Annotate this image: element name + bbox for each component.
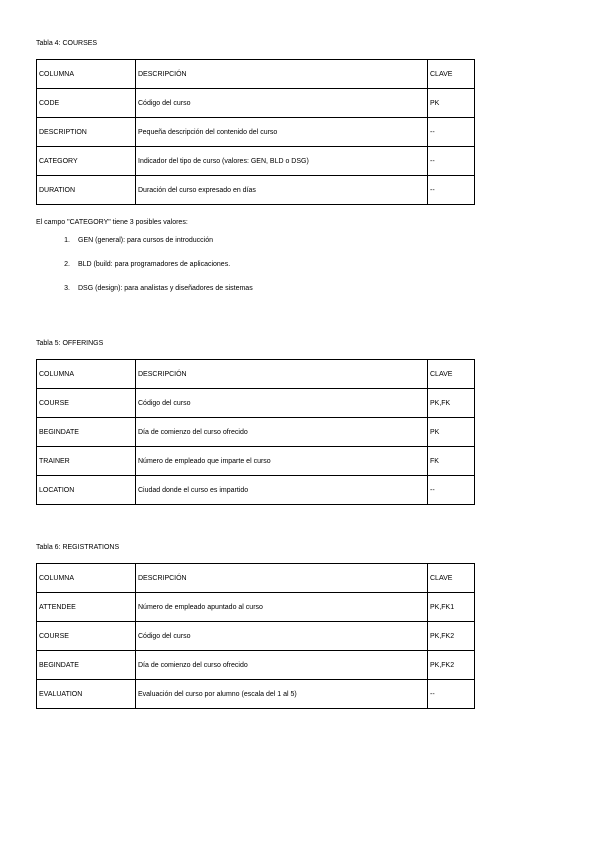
cell-columna: TRAINER — [37, 447, 136, 476]
header-cell-columna: COLUMNA — [37, 360, 136, 389]
cell-columna: LOCATION — [37, 476, 136, 505]
registrations-table — [36, 563, 475, 709]
cell-clave: PK,FK — [428, 389, 475, 418]
table-header-row — [37, 360, 475, 389]
cell-columna: COURSE — [37, 389, 136, 418]
table-header-row — [37, 564, 475, 593]
table-row — [37, 89, 475, 118]
table-row — [37, 176, 475, 205]
table-row — [37, 447, 475, 476]
header-cell-columna: COLUMNA — [37, 564, 136, 593]
cell-descripcion: Duración del curso expresado en días — [136, 176, 428, 205]
offerings-table — [36, 359, 475, 505]
header-cell-clave: CLAVE — [428, 564, 475, 593]
list-item-number: 3. — [64, 285, 70, 292]
courses-table — [36, 59, 475, 205]
list-item — [36, 260, 253, 284]
category-values-list — [36, 236, 253, 308]
cell-descripcion: Código del curso — [136, 89, 428, 118]
cell-columna: DESCRIPTION — [37, 118, 136, 147]
cell-descripcion: Pequeña descripción del contenido del curso — [136, 118, 428, 147]
cell-clave: -- — [428, 680, 475, 709]
cell-columna: COURSE — [37, 622, 136, 651]
table-header-row — [37, 60, 475, 89]
cell-clave: PK,FK2 — [428, 651, 475, 680]
table-row — [37, 147, 475, 176]
cell-columna: CODE — [37, 89, 136, 118]
table-row — [37, 680, 475, 709]
list-item-text: DSG (design): para analistas y diseñadores de sistemas — [78, 285, 253, 292]
cell-descripcion: Número de empleado apuntado al curso — [136, 593, 428, 622]
cell-descripcion: Día de comienzo del curso ofrecido — [136, 418, 428, 447]
cell-descripcion: Ciudad donde el curso es impartido — [136, 476, 428, 505]
cell-columna: BEGINDATE — [37, 418, 136, 447]
cell-columna: ATTENDEE — [37, 593, 136, 622]
header-cell-columna: COLUMNA — [37, 60, 136, 89]
cell-clave: -- — [428, 476, 475, 505]
table-row — [37, 418, 475, 447]
cell-columna: BEGINDATE — [37, 651, 136, 680]
cell-clave: -- — [428, 147, 475, 176]
cell-clave: FK — [428, 447, 475, 476]
table-row — [37, 476, 475, 505]
table-row — [37, 118, 475, 147]
list-item-text: GEN (general): para cursos de introducción — [78, 237, 214, 244]
header-cell-clave: CLAVE — [428, 60, 475, 89]
list-item — [36, 236, 253, 260]
cell-clave: PK — [428, 89, 475, 118]
cell-descripcion: Código del curso — [136, 389, 428, 418]
cell-columna: EVALUATION — [37, 680, 136, 709]
table-row — [37, 651, 475, 680]
list-item-number: 2. — [64, 261, 70, 268]
cell-clave: PK,FK2 — [428, 622, 475, 651]
table-row — [37, 622, 475, 651]
header-cell-clave: CLAVE — [428, 360, 475, 389]
list-item-number: 1. — [64, 237, 70, 244]
offerings-caption: Tabla 5: OFFERINGS — [36, 340, 104, 347]
cell-descripcion: Indicador del tipo de curso (valores: GEN, BLD o DSG) — [136, 147, 428, 176]
cell-columna: CATEGORY — [37, 147, 136, 176]
cell-descripcion: Evaluación del curso por alumno (escala del 1 al 5) — [136, 680, 428, 709]
cell-descripcion: Día de comienzo del curso ofrecido — [136, 651, 428, 680]
cell-descripcion: Código del curso — [136, 622, 428, 651]
category-note: El campo "CATEGORY" tiene 3 posibles valores: — [36, 219, 188, 226]
cell-clave: PK — [428, 418, 475, 447]
header-cell-descripcion: DESCRIPCIÓN — [136, 564, 428, 593]
cell-columna: DURATION — [37, 176, 136, 205]
table-row — [37, 389, 475, 418]
registrations-caption: Tabla 6: REGISTRATIONS — [36, 544, 120, 551]
cell-clave: -- — [428, 118, 475, 147]
courses-caption: Tabla 4: COURSES — [36, 40, 98, 47]
table-row — [37, 593, 475, 622]
cell-descripcion: Número de empleado que imparte el curso — [136, 447, 428, 476]
header-cell-descripcion: DESCRIPCIÓN — [136, 360, 428, 389]
list-item — [36, 284, 253, 308]
header-cell-descripcion: DESCRIPCIÓN — [136, 60, 428, 89]
cell-clave: PK,FK1 — [428, 593, 475, 622]
list-item-text: BLD (build: para programadores de aplicaciones. — [78, 261, 231, 268]
cell-clave: -- — [428, 176, 475, 205]
